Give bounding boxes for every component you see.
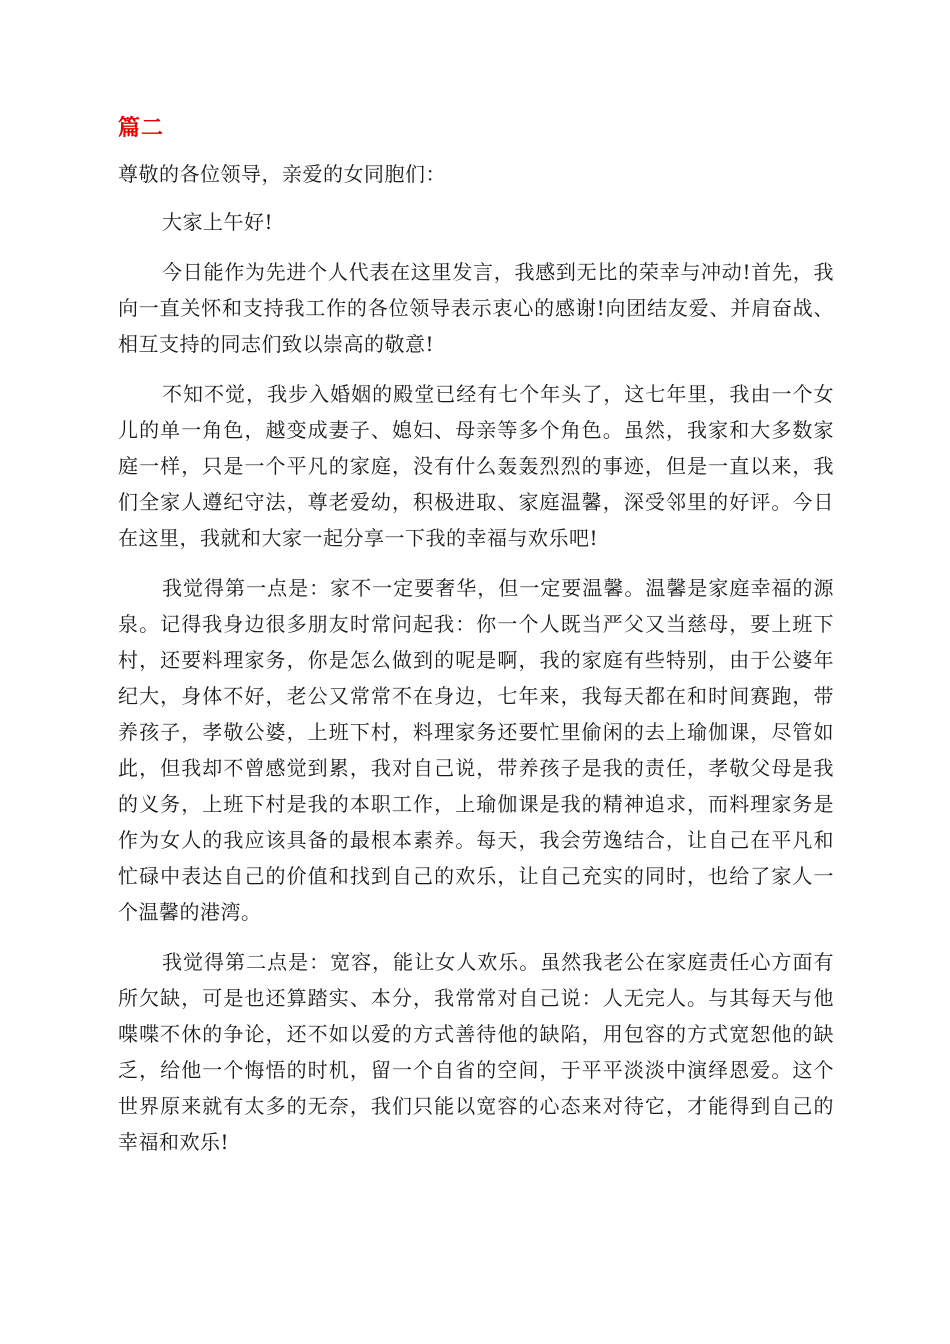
salutation: 尊敬的各位领导，亲爱的女同胞们： — [118, 162, 446, 186]
section-heading: 篇二 — [118, 115, 165, 141]
document-page — [118, 112, 834, 1174]
paragraph-family-intro: 不知不觉，我步入婚姻的殿堂已经有七个年头了，这七年里，我由一个女儿的单一角色，越变成妻子、媳妇、母亲等多个角色。虽然，我家和大多数家庭一样，只是一个平凡的家庭，没有什么轰轰烈烈的事迹，但是一直以来，我们全家人遵纪守法，尊老爱幼，积极进取、家庭温馨，深受邻里的好评。今日在这里，我就和大家一起分享一下我的幸福与欢乐吧! — [118, 382, 834, 550]
paragraph-thanks: 今日能作为先进个人代表在这里发言，我感到无比的荣幸与冲动!首先，我向一直关怀和支持我工作的各位领导表示衷心的感谢!向团结友爱、并肩奋战、相互支持的同志们致以崇高的敬意! — [118, 260, 834, 356]
paragraph-point-two: 我觉得第二点是：宽容，能让女人欢乐。虽然我老公在家庭责任心方面有所欠缺，可是也还算踏实、本分，我常常对自己说：人无完人。与其每天与他喋喋不休的争论，还不如以爱的方式善待他的缺陷，用包容的方式宽恕他的缺乏，给他一个悔悟的时机，留一个自省的空间，于平平淡淡中演绎恩爱。这个世界原来就有太多的无奈，我们只能以宽容的心态来对待它，才能得到自己的幸福和欢乐! — [118, 950, 834, 1154]
paragraph-point-one: 我觉得第一点是：家不一定要奢华，但一定要温馨。温馨是家庭幸福的源泉。记得我身边很多朋友时常问起我：你一个人既当严父又当慈母，要上班下村，还要料理家务，你是怎么做到的呢是啊，我的家庭有些特别，由于公婆年纪大，身体不好，老公又常常不在身边，七年来，我每天都在和时间赛跑，带养孩子，孝敬公婆，上班下村，料理家务还要忙里偷闲的去上瑜伽课，尽管如此，但我却不曾感觉到累，我对自己说，带养孩子是我的责任，孝敬父母是我的义务，上班下村是我的本职工作，上瑜伽课是我的精神追求，而料理家务是作为女人的我应该具备的最根本素养。每天，我会劳逸结合，让自己在平凡和忙碌中表达自己的价值和找到自己的欢乐，让自己充实的同时，也给了家人一个温馨的港湾。 — [118, 576, 834, 924]
paragraph-greeting: 大家上午好! — [162, 210, 274, 234]
